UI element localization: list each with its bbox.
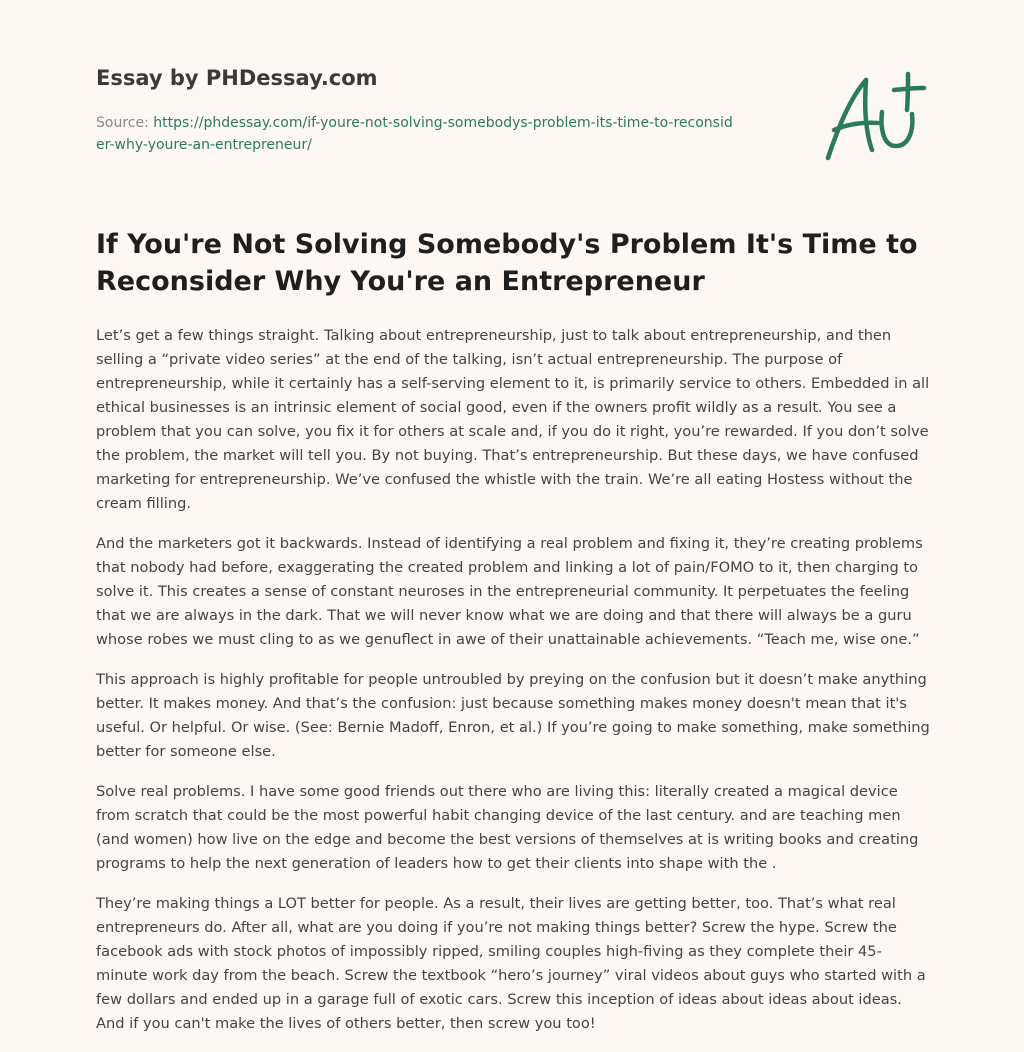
essay-paragraph: And the marketers got it backwards. Instead of identifying a real problem and fixing it, they’re creating problems that nobody had before, exaggerating the created problem and linking a lot of pain/FOMO to it, then charging to solve it. This creates a sense of constant neuroses in the entrepreneurial community. It perpetuates the feeling that we are always in the dark. That we will never know what we are doing and that there will always be a guru whose robes we must cling to as we genuflect in awe of their unattainable achievements. “Teach me, wise one.”	[96, 535, 923, 648]
a-plus-logo-icon	[820, 68, 930, 164]
essay-paragraph: They’re making things a LOT better for people. As a result, their lives are getting better, too. That’s what real entrepreneurs do. After all, what are you doing if you’re not making things better? Screw the hype. Screw the facebook ads with stock photos of impossibly ripped, smiling couples high-fiving as they complete their 45-minute work day from the beach. Screw the textbook “hero’s journey” viral videos about guys who started with a few dollars and ended up in a garage full of exotic cars. Screw this inception of ideas about ideas about ideas. And if you can't make the lives of others better, then screw you too!	[96, 895, 926, 1032]
essay-paragraph: Let’s get a few things straight. Talking about entrepreneurship, just to talk about entrepreneurship, and then selling a “private video series” at the end of the talking, isn’t actual entrepreneurship. The purpose of entrepreneurship, while it certainly has a self-serving element to it, is primarily service to others. Embedded in all ethical businesses is an intrinsic element of social good, even if the owners profit wildly as a result. You see a problem that you can solve, you fix it for others at scale and, if you do it right, you’re rewarded. If you don’t solve the problem, the market will tell you. By not buying. That’s entrepreneurship. But these days, we have confused marketing for entrepreneurship. We’ve confused the whistle with the train. We’re all eating Hostess without the cream filling.	[96, 327, 930, 512]
essay-paragraph: Solve real problems. I have some good friends out there who are living this: literally created a magical device from scratch that could be the most powerful habit changing device of the last century. and are teaching men (and women) how live on the edge and become the best versions of themselves at is writing books and creating programs to help the next generation of leaders how to get their clients into shape with the .	[96, 783, 919, 872]
essay-title: If You're Not Solving Somebody's Problem It's Time to Reconsider Why You're an Entrepreneur	[96, 229, 918, 297]
essay-body	[96, 324, 930, 1052]
source-label: Source:	[96, 115, 154, 131]
source-line	[96, 112, 736, 156]
essay-paragraph: This approach is highly profitable for people untroubled by preying on the confusion but it doesn’t make anything better. It makes money. And that’s the confusion: just because something makes money doesn't mean that it's useful. Or helpful. Or wise. (See: Bernie Madoff, Enron, et al.) If you’re going to make something, make something better for someone else.	[96, 671, 930, 760]
site-title: Essay by PHDessay.com	[96, 66, 378, 90]
source-link[interactable]: https://phdessay.com/if-youre-not-solving-somebodys-problem-its-time-to-reconsider-why-youre-an-entrepreneur/	[96, 115, 733, 153]
